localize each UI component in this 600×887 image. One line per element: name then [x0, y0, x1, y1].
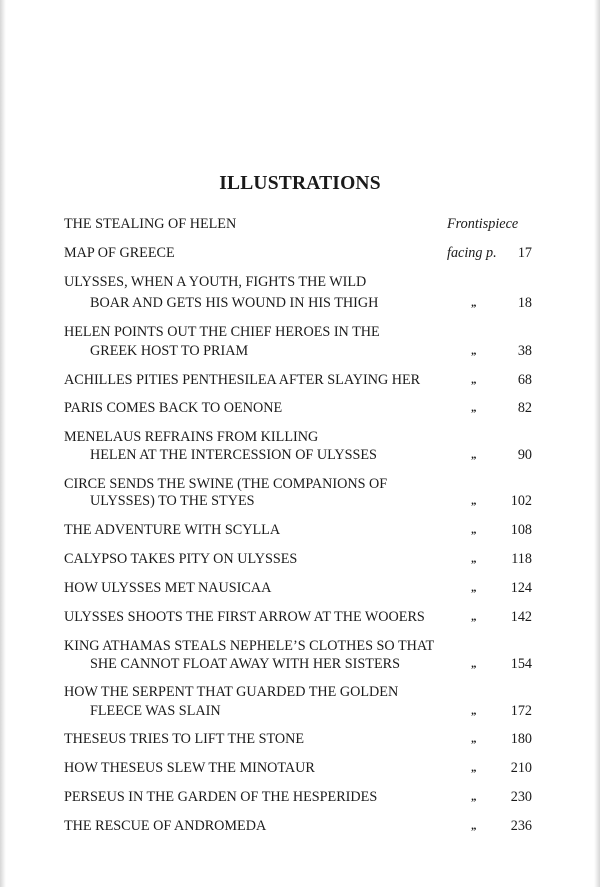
illustration-caption: CALYPSO TAKES PITY ON ULYSSES — [64, 551, 298, 567]
illustration-caption: HOW THESEUS SLEW THE MINOTAUR — [64, 760, 315, 776]
ditto-mark: „ — [471, 611, 477, 623]
illustration-caption: THE STEALING OF HELEN — [64, 216, 237, 232]
page-number: 17 — [517, 245, 532, 261]
ditto-mark: „ — [471, 733, 477, 745]
illustration-caption: HOW ULYSSES MET NAUSICAA — [64, 580, 272, 596]
illustration-caption: HELEN POINTS OUT THE CHIEF HEROES IN THE — [64, 324, 380, 340]
illustration-caption: CIRCE SENDS THE SWINE (THE COMPANIONS OF — [64, 476, 388, 492]
page-number: 68 — [517, 372, 532, 388]
ditto-mark: „ — [471, 762, 477, 774]
ditto-mark: „ — [471, 658, 477, 670]
page-number: 18 — [517, 295, 532, 311]
page-edge-right — [594, 0, 600, 887]
page-edge-left — [0, 0, 6, 887]
ditto-mark: „ — [471, 345, 477, 357]
illustration-caption-continued: FLEECE WAS SLAIN — [90, 703, 221, 719]
illustration-caption-continued: HELEN AT THE INTERCESSION OF ULYSSES — [90, 447, 377, 463]
illustration-caption: KING ATHAMAS STEALS NEPHELE’S CLOTHES SO THAT — [64, 638, 435, 654]
page-number: 142 — [510, 609, 532, 625]
page-number: 108 — [510, 522, 532, 538]
page-number: 230 — [510, 789, 532, 805]
facing-page-label: facing p. — [447, 245, 497, 261]
ditto-mark: „ — [471, 582, 477, 594]
page-number: 102 — [510, 493, 532, 509]
page-title: ILLUSTRATIONS — [219, 173, 381, 194]
illustration-caption-continued: SHE CANNOT FLOAT AWAY WITH HER SISTERS — [90, 656, 400, 672]
ditto-mark: „ — [471, 297, 477, 309]
ditto-mark: „ — [471, 402, 477, 414]
page-number: 210 — [510, 760, 532, 776]
page-number: 172 — [510, 703, 532, 719]
illustration-caption: PARIS COMES BACK TO OENONE — [64, 400, 283, 416]
illustration-caption: ACHILLES PITIES PENTHESILEA AFTER SLAYING HER — [64, 372, 421, 388]
illustration-caption: THE RESCUE OF ANDROMEDA — [64, 818, 267, 834]
frontispiece-label: Frontispiece — [447, 216, 519, 232]
illustration-caption-continued: BOAR AND GETS HIS WOUND IN HIS THIGH — [90, 295, 379, 311]
page-number: 90 — [517, 447, 532, 463]
ditto-mark: „ — [471, 553, 477, 565]
page-number: 82 — [517, 400, 532, 416]
ditto-mark: „ — [471, 374, 477, 386]
illustration-caption: ULYSSES SHOOTS THE FIRST ARROW AT THE WOOERS — [64, 609, 425, 625]
illustration-caption: MAP OF GREECE — [64, 245, 175, 261]
illustration-caption: MENELAUS REFRAINS FROM KILLING — [64, 429, 319, 445]
ditto-mark: „ — [471, 820, 477, 832]
illustration-caption: THESEUS TRIES TO LIFT THE STONE — [64, 731, 305, 747]
page-number: 236 — [510, 818, 532, 834]
page-number: 124 — [510, 580, 532, 596]
page-number: 180 — [510, 731, 532, 747]
illustration-caption-continued: GREEK HOST TO PRIAM — [90, 343, 249, 359]
page-number: 38 — [517, 343, 532, 359]
ditto-mark: „ — [471, 524, 477, 536]
page-number: 118 — [511, 551, 532, 567]
illustration-caption: THE ADVENTURE WITH SCYLLA — [64, 522, 281, 538]
ditto-mark: „ — [471, 791, 477, 803]
illustration-caption-continued: ULYSSES) TO THE STYES — [90, 493, 255, 509]
ditto-mark: „ — [471, 495, 477, 507]
illustration-caption: ULYSSES, WHEN A YOUTH, FIGHTS THE WILD — [64, 274, 367, 290]
illustration-caption: PERSEUS IN THE GARDEN OF THE HESPERIDES — [64, 789, 378, 805]
ditto-mark: „ — [471, 705, 477, 717]
page-number: 154 — [510, 656, 532, 672]
illustration-caption: HOW THE SERPENT THAT GUARDED THE GOLDEN — [64, 684, 399, 700]
ditto-mark: „ — [471, 449, 477, 461]
